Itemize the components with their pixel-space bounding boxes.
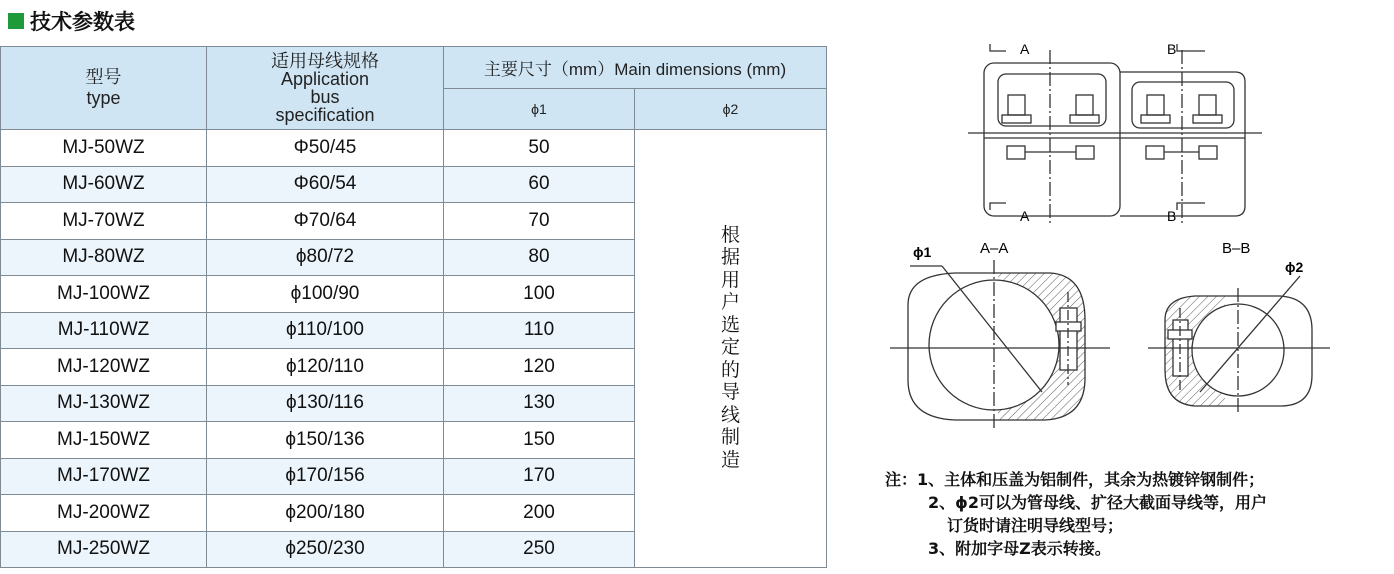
header-bus bbox=[207, 47, 444, 130]
cell-phi1: 250 bbox=[444, 531, 635, 568]
cell-model: MJ-150WZ bbox=[1, 422, 207, 459]
cell-model: MJ-50WZ bbox=[1, 130, 207, 167]
phi2-note-text: 根据用户选定的导线制造 bbox=[720, 224, 740, 471]
cell-phi1: 100 bbox=[444, 276, 635, 313]
header-phi2: ϕ2 bbox=[635, 89, 827, 130]
header-model-en: type bbox=[86, 88, 121, 108]
section-b-label-bottom: B bbox=[1167, 208, 1177, 224]
cell-model: MJ-110WZ bbox=[1, 312, 207, 349]
cell-phi2-note bbox=[635, 130, 827, 568]
cell-model: MJ-250WZ bbox=[1, 531, 207, 568]
cell-model: MJ-80WZ bbox=[1, 239, 207, 276]
notes bbox=[885, 468, 1268, 560]
header-model-cn: 型号 bbox=[85, 67, 122, 87]
cell-bus: ϕ170/156 bbox=[207, 458, 444, 495]
cell-bus: Φ70/64 bbox=[207, 203, 444, 240]
header-main-dimensions: 主要尺寸（mm）Main dimensions (mm) bbox=[444, 47, 827, 89]
page-title bbox=[8, 6, 135, 36]
spec-table bbox=[0, 46, 827, 568]
header-phi1: ϕ1 bbox=[444, 89, 635, 130]
cell-phi1: 60 bbox=[444, 166, 635, 203]
cell-model: MJ-60WZ bbox=[1, 166, 207, 203]
cell-bus: ϕ130/116 bbox=[207, 385, 444, 422]
header-bus-en-1: Application bbox=[280, 69, 370, 89]
cell-model: MJ-130WZ bbox=[1, 385, 207, 422]
bolt-1 bbox=[1002, 95, 1031, 159]
title-text: 技术参数表 bbox=[30, 10, 135, 34]
section-a-label-bottom: A bbox=[1020, 208, 1030, 224]
bolt-2 bbox=[1070, 95, 1099, 159]
cell-bus: ϕ120/110 bbox=[207, 349, 444, 386]
header-bus-en-3: specification bbox=[275, 105, 375, 125]
header-model bbox=[1, 47, 207, 130]
top-view bbox=[968, 44, 1262, 226]
note-line-3: 订货时请注明导线型号； bbox=[947, 516, 1124, 535]
cell-bus: Φ50/45 bbox=[207, 130, 444, 167]
cell-model: MJ-70WZ bbox=[1, 203, 207, 240]
table-row bbox=[1, 130, 827, 167]
green-square-icon bbox=[8, 13, 24, 29]
section-b-label-top: B bbox=[1167, 41, 1177, 57]
header-bus-cn: 适用母线规格 bbox=[271, 51, 379, 71]
cell-bus: ϕ250/230 bbox=[207, 531, 444, 568]
cell-phi1: 80 bbox=[444, 239, 635, 276]
cell-bus: ϕ100/90 bbox=[207, 276, 444, 313]
cell-phi1: 110 bbox=[444, 312, 635, 349]
phi2-label: ϕ2 bbox=[1285, 259, 1304, 275]
section-aa-title: A–A bbox=[980, 240, 1009, 257]
cell-model: MJ-100WZ bbox=[1, 276, 207, 313]
cell-phi1: 130 bbox=[444, 385, 635, 422]
phi1-label: ϕ1 bbox=[913, 244, 932, 260]
section-bb-drawing bbox=[1148, 276, 1330, 415]
header-bus-en-2: bus bbox=[310, 87, 340, 107]
cell-bus: Φ60/54 bbox=[207, 166, 444, 203]
cell-bus: ϕ200/180 bbox=[207, 495, 444, 532]
bolt-4 bbox=[1193, 95, 1222, 159]
cell-bus: ϕ80/72 bbox=[207, 239, 444, 276]
section-a-label-top: A bbox=[1020, 41, 1030, 57]
note-line-2: 2、ϕ2可以为管母线、扩径大截面导线等，用户 bbox=[928, 493, 1268, 512]
cell-phi1: 50 bbox=[444, 130, 635, 167]
cell-bus: ϕ150/136 bbox=[207, 422, 444, 459]
cell-model: MJ-120WZ bbox=[1, 349, 207, 386]
note-line-4: 3、附加字母Z表示转接。 bbox=[928, 539, 1111, 558]
cell-model: MJ-200WZ bbox=[1, 495, 207, 532]
cell-phi1: 120 bbox=[444, 349, 635, 386]
cell-phi1: 200 bbox=[444, 495, 635, 532]
section-bb-title: B–B bbox=[1222, 240, 1251, 257]
technical-drawing bbox=[880, 30, 1350, 450]
cell-phi1: 170 bbox=[444, 458, 635, 495]
cell-model: MJ-170WZ bbox=[1, 458, 207, 495]
section-aa-drawing bbox=[890, 260, 1110, 430]
cell-bus: ϕ110/100 bbox=[207, 312, 444, 349]
bolt-3 bbox=[1141, 95, 1170, 159]
note-line-1: 注：1、主体和压盖为铝制件，其余为热镀锌钢制件； bbox=[885, 470, 1265, 489]
cell-phi1: 70 bbox=[444, 203, 635, 240]
cell-phi1: 150 bbox=[444, 422, 635, 459]
